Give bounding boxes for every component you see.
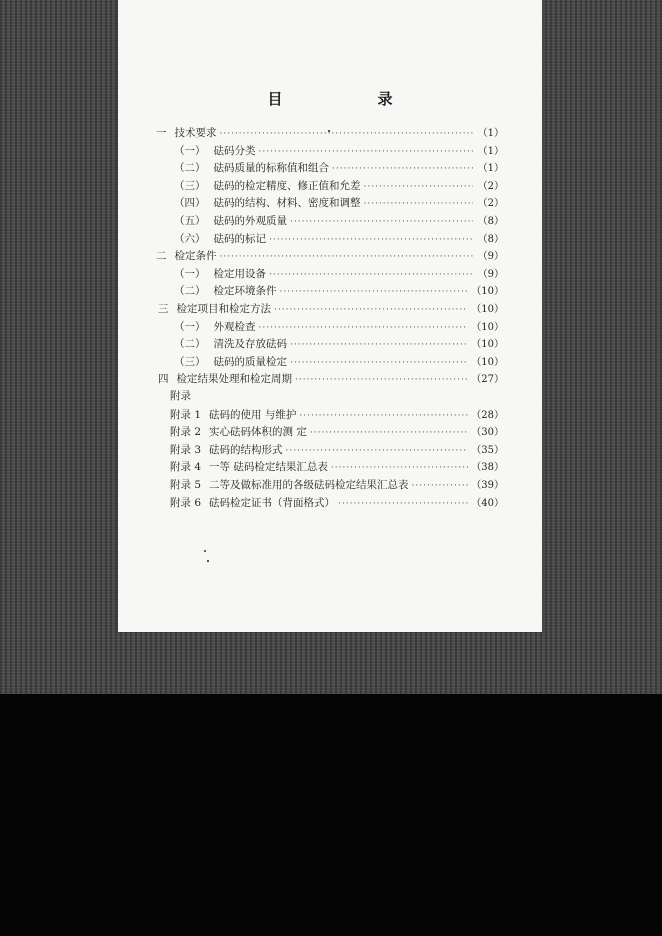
scan-speck [328,130,330,132]
toc-section-heading: 附录 [170,390,191,402]
page-title: 目 录 [267,90,433,108]
toc-entry: 二 检定条件 ····· （9） [156,247,504,264]
toc-entry: （四） 砝码的结构、材料、密度和调整 ····· （2） [174,194,504,211]
toc-entry: 附录 1 砝码的使用 与维护 ····· （28） [170,406,504,423]
document-page [118,0,542,632]
scan-bottom-margin [0,694,662,936]
toc-entry: （一） 外观检查 ····· （10） [174,318,504,335]
toc-entry: （一） 砝码分类 ····· （1） [174,142,504,159]
toc-entry: （三） 砝码的质量检定 ····· （10） [174,353,504,370]
toc-entry: （五） 砝码的外观质量 ····· （8） [174,212,504,229]
toc-entry: （六） 砝码的标记 ····· （8） [174,230,504,247]
scan-speck [207,560,209,562]
toc-entry: 附录 5 二等及做标准用的各级砝码检定结果汇总表 ····· （39） [170,476,504,493]
toc-entry: （一） 检定用设备 ····· （9） [174,265,504,282]
toc-entry: （二） 砝码质量的标称值和组合 ····· （1） [174,159,504,176]
toc-entry: 三 检定项目和检定方法 ····· （10） [158,300,504,317]
scan-speck [204,550,206,552]
toc-entry: （二） 检定环境条件 ····· （10） [174,282,504,299]
toc-entry: 附录 3 砝码的结构形式 ····· （35） [170,441,504,458]
toc-entry: 四 检定结果处理和检定周期 ····· （27） [158,370,504,387]
toc-entry: （二） 清洗及存放砝码 ····· （10） [174,335,504,352]
toc-entry: （三） 砝码的检定精度、修正值和允差 ····· （2） [174,177,504,194]
toc-entry: 附录 6 砝码检定证书（背面格式） ····· （40） [170,494,504,511]
toc-entry: 附录 2 实心砝码体积的测 定 ····· （30） [170,423,504,440]
toc-entry: 一 技术要求 ····· （1） [156,124,504,141]
toc-entry: 附录 4 一等 砝码检定结果汇总表 ····· （38） [170,458,504,475]
